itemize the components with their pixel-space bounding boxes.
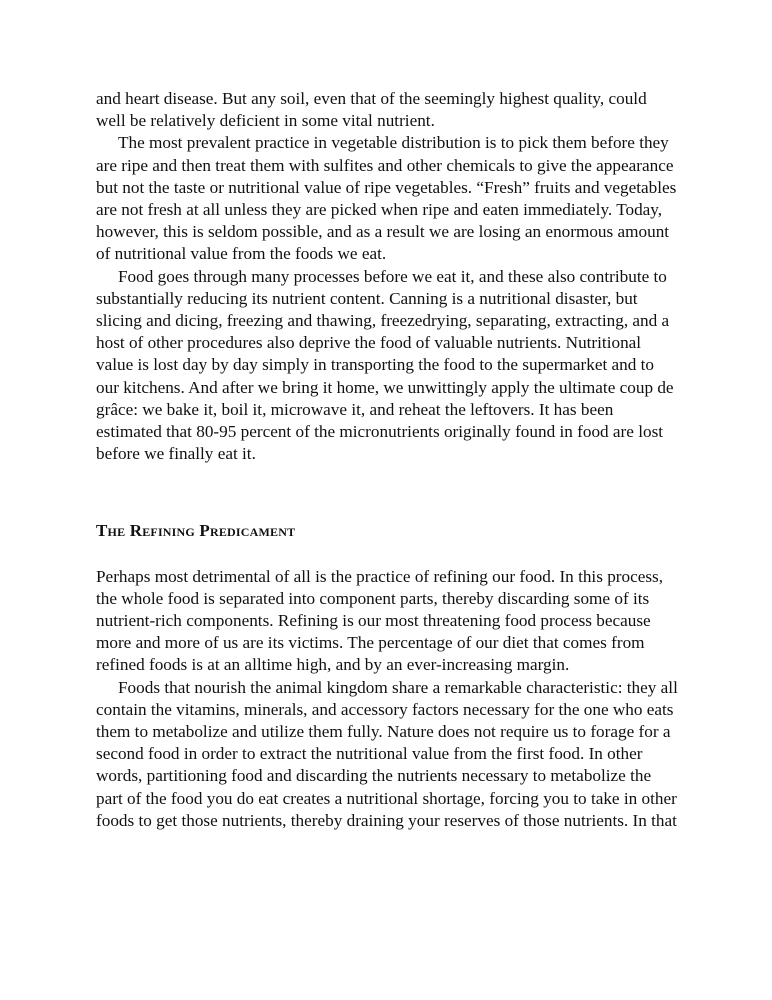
paragraph-food-processes: Food goes through many processes before we eat it, and these also contribute to substantially reducing its nutrient content. Canning is a nutritional disaster, but slicing and dicing, freezing and thawing, freezedrying, separating, extracting, and a host of other procedures also deprive the food of valuable nutrients. Nutritional value is lost day by day simply in transporting the food to the supermarket and to our kitchens. And after we bring it home, we unwittingly apply the ultimate coup de grâce: we bake it, boil it, microwave it, and reheat the leftovers. It has been estimated that 80-95 percent of the micronutrients originally found in food are lost before we finally eat it.	[96, 266, 674, 464]
paragraph-refining-food: Perhaps most detrimental of all is the practice of refining our food. In this process, the whole food is separated into component parts, thereby discarding some of its nutrient-rich components. Refining is our most threatening food process because more and more of us are its victims. The percentage of our diet that comes from refined foods is at an alltime high, and by an ever-increasing margin.	[96, 566, 664, 675]
paragraph-soil-deficiency: and heart disease. But any soil, even that of the seemingly highest quality, could well be relatively deficient in some vital nutrient.	[96, 89, 647, 131]
paragraph-animal-kingdom: Foods that nourish the animal kingdom share a remarkable characteristic: they all contain the vitamins, minerals, and accessory factors necessary for the one who eats them to metabolize and utilize them fully. Nature does not require us to forage for a second food in order to extract the nutritional value from the first food. In other words, partitioning food and discarding the nutrients necessary to metabolize the part of the food you do eat creates a nutritional shortage, forcing you to take in other foods to get those nutrients, thereby draining your reserves of those nutrients. In that	[96, 677, 678, 830]
document-page	[96, 88, 680, 832]
section-heading-refining: The Refining Predicament	[96, 521, 296, 541]
paragraph-vegetable-distribution: The most prevalent practice in vegetable distribution is to pick them before they are ripe and then treat them with sulfites and other chemicals to give the appearance but not the taste or nutritional value of ripe vegetables. “Fresh” fruits and vegetables are not fresh at all unless they are picked when ripe and eaten immediately. Today, however, this is seldom possible, and as a result we are losing an enormous amount of nutritional value from the foods we eat.	[96, 133, 677, 264]
